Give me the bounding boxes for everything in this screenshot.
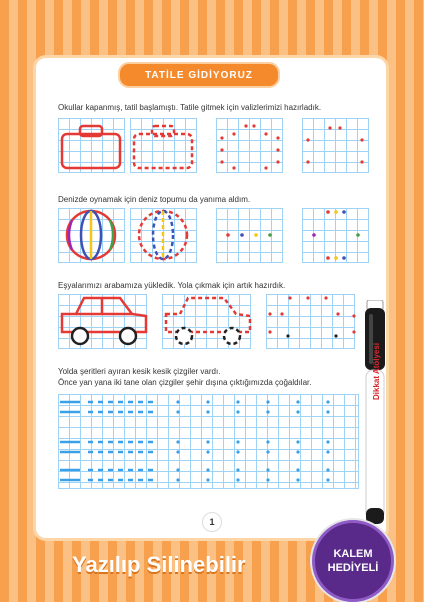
instruction-5: Önce yan yana iki tane olan çizgiler şehir dışına çıktığımızda çoğaldılar. <box>58 378 312 387</box>
car-drawing <box>58 294 368 354</box>
road-lines-drawing <box>58 394 368 488</box>
marker-pen-icon <box>358 300 392 526</box>
footer-tagline: Yazılıp Silinebilir <box>72 552 246 577</box>
instruction-1: Okullar kapanmış, tatil başlamıştı. Tatile gitmek için valizlerimizi hazırladık. <box>58 103 322 112</box>
tracing-row-suitcase <box>58 118 358 172</box>
instruction-2: Denizde oynamak için deniz topumu da yanıma aldım. <box>58 195 251 204</box>
ball-drawing <box>58 208 368 262</box>
marker-brand-label: Dikkat Atölyesi <box>372 342 381 400</box>
suitcase-drawing <box>58 118 368 172</box>
badge-line-1: KALEM <box>333 548 373 560</box>
badge-line-2: HEDİYELİ <box>327 562 379 574</box>
page-title: TATİLE GİDİYORUZ <box>118 62 280 88</box>
page-number: 1 <box>202 512 222 532</box>
gift-badge <box>312 520 394 602</box>
tracing-row-road-lines <box>58 394 368 488</box>
instruction-4: Yolda şeritleri ayıran kesik kesik çizgiler vardı. <box>58 367 221 376</box>
tracing-row-car <box>58 294 358 348</box>
tracing-row-ball <box>58 208 358 262</box>
instruction-3: Eşyalarımızı arabamıza yükledik. Yola çıkmak için artık hazırdık. <box>58 281 286 290</box>
